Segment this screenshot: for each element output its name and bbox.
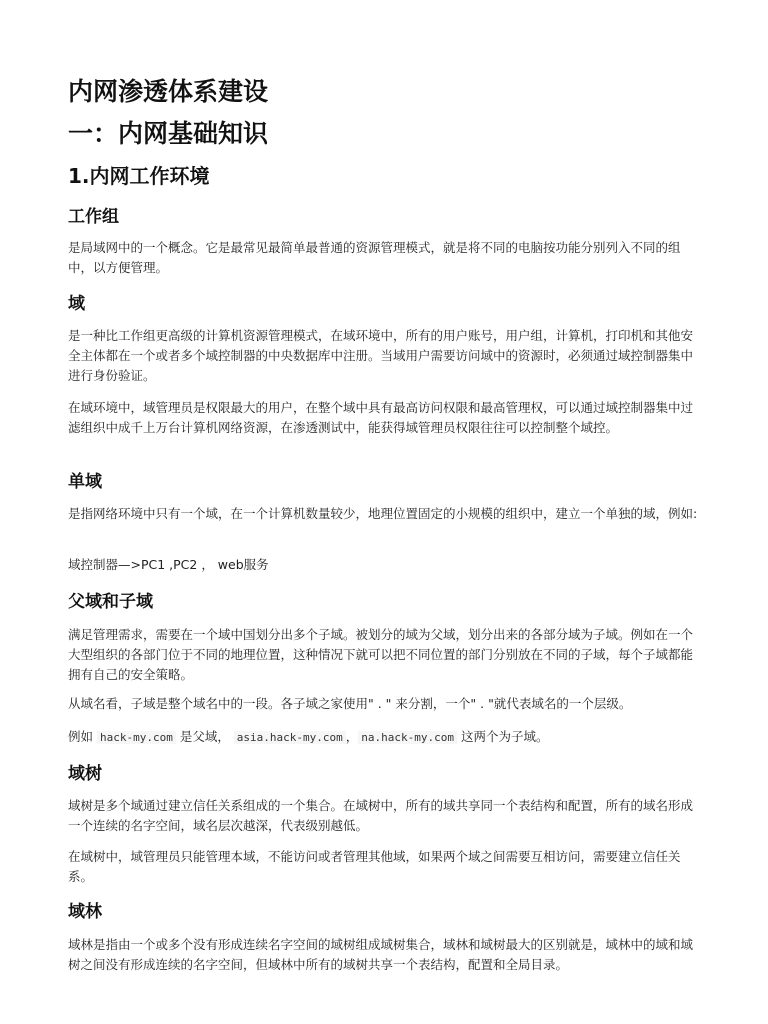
code-child-domain-na: na.hack-my.com [358, 731, 457, 744]
example-prefix: 例如 [68, 729, 97, 744]
paragraph-domain-1: 是一种比工作组更高级的计算机资源管理模式，在域环境中，所有的用户账号，用户组，计算机，打印机和其他安全主体都在一个或者多个域控制器的中央数据库中注册。当域用户需要访问域中的资源时，必须通过域控制器集中进行身份验证。 [68, 328, 694, 383]
section-title: 一：内网基础知识 [68, 119, 269, 148]
paragraph-single-domain-2: 域控制器—>PC1 ,PC2 ， web服务 [68, 557, 269, 572]
example-mid: 是父域， [175, 729, 234, 744]
paragraph-domain-2: 在域环境中，域管理员是权限最大的用户，在整个域中具有最高访问权限和最高管理权，可以通过域控制器集中过滤组织中成千上万台计算机网络资源，在渗透测试中，能获得域管理员权限往往可以控制整个域控。 [68, 400, 694, 435]
paragraph-parent-child-1: 满足管理需求，需要在一个域中国划分出多个子域。被划分的域为父域，划分出来的各部分域为子域。例如在一个大型组织的各部门位于不同的地理位置，这种情况下就可以把不同位置的部门分别放在不同的子域，每个子域都能拥有自己的安全策略。 [68, 627, 694, 682]
paragraph-forest-1: 域林是指由一个或多个没有形成连续名字空间的域树组成域树集合，域林和域树最大的区别就是，域林中的域和域树之间没有形成连续的名字空间，但域林中所有的域树共享一个表结构，配置和全局目录。 [68, 937, 694, 972]
example-suffix: 这两个为子域。 [457, 729, 549, 744]
heading-single-domain: 单域 [68, 472, 102, 492]
heading-parent-child: 父域和子域 [68, 592, 153, 612]
example-sep: ， [345, 729, 359, 744]
heading-domain: 域 [68, 294, 85, 314]
paragraph-parent-child-3 [68, 727, 698, 748]
heading-workgroup: 工作组 [68, 207, 119, 227]
paragraph-domain-tree-2: 在域树中，域管理员只能管理本域，不能访问或者管理其他域，如果两个域之间需要互相访问，需要建立信任关系。 [68, 849, 681, 884]
document-title: 内网渗透体系建设 [68, 77, 269, 106]
subsection-title: 1.内网工作环境 [68, 164, 210, 188]
paragraph-parent-child-2: 从域名看，子域是整个域名中的一段。各子域之家使用" . " 来分割，一个" . "就代表域名的一个层级。 [68, 696, 632, 711]
paragraph-workgroup: 是局域网中的一个概念。它是最常见最简单最普通的资源管理模式，就是将不同的电脑按功能分别列入不同的组中，以方便管理。 [68, 240, 681, 275]
code-parent-domain: hack-my.com [97, 731, 176, 744]
code-child-domain-asia: asia.hack-my.com [234, 731, 346, 744]
heading-domain-tree: 域树 [68, 764, 102, 784]
paragraph-single-domain-1: 是指网络环境中只有一个域，在一个计算机数量较少，地理位置固定的小规模的组织中，建立一个单独的域，例如: [68, 506, 698, 521]
heading-forest: 域林 [68, 902, 102, 922]
paragraph-domain-tree-1: 域树是多个域通过建立信任关系组成的一个集合。在域树中，所有的域共享同一个表结构和配置，所有的域名形成一个连续的名字空间，域名层次越深，代表级别越低。 [68, 798, 694, 833]
